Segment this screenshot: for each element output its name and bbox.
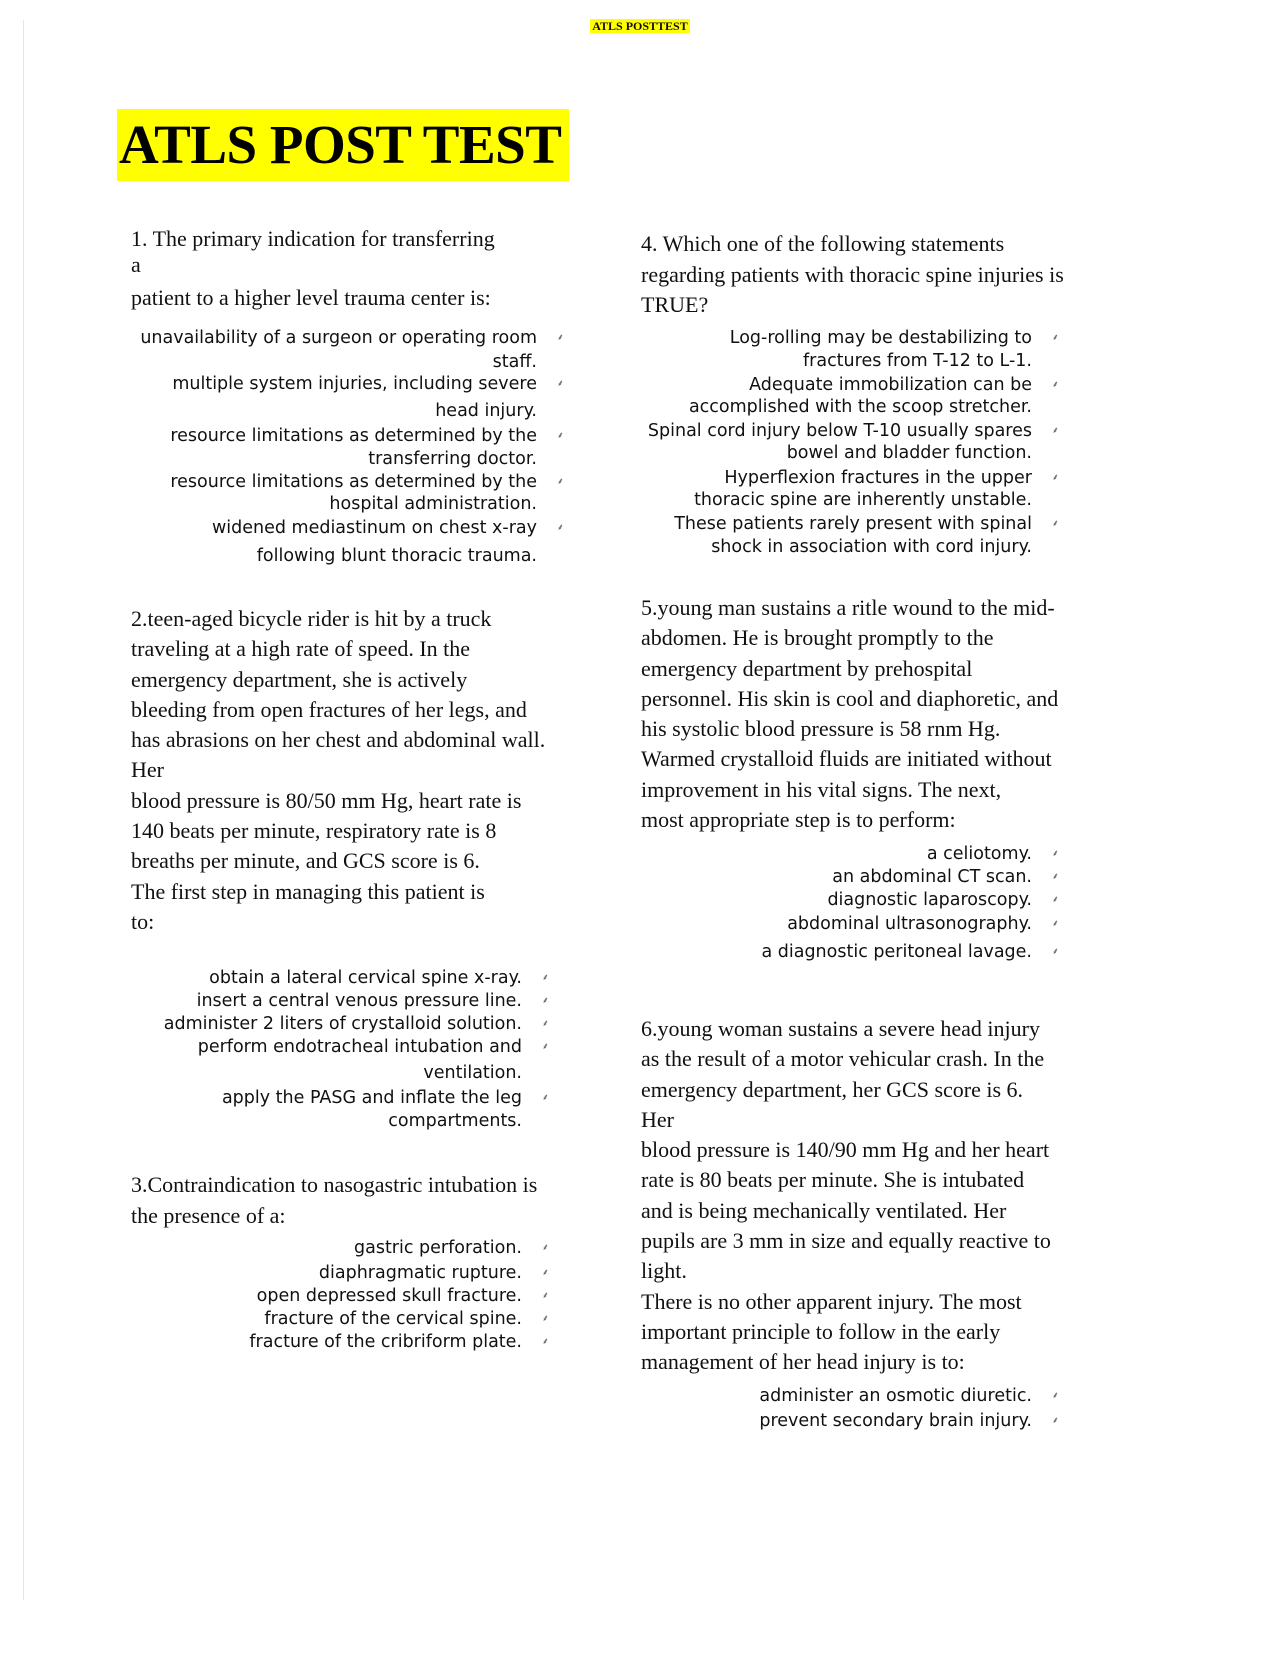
option-text: These patients rarely present with spinal	[674, 514, 1032, 534]
stem-line: management of her head injury is to:	[641, 1349, 965, 1375]
question-5-stem	[641, 593, 1058, 835]
stem-line: pupils are 3 mm in size and equally reactive to	[641, 1228, 1051, 1254]
question-2-stem	[131, 604, 545, 937]
stem-line: improvement in his vital signs. The next,	[641, 776, 1002, 802]
running-header: ATLS POSTTEST	[592, 19, 688, 33]
option-text: administer an osmotic diuretic.	[759, 1386, 1032, 1406]
answer-option[interactable]	[787, 912, 1032, 936]
option-text: an abdominal CT scan.	[832, 867, 1032, 887]
option-marker-icon: ⸙	[542, 1337, 549, 1347]
stem-line: breaths per minute, and GCS score is 6.	[131, 848, 480, 874]
stem-line: 1. The primary indication for transferring	[131, 226, 495, 251]
option-text: bowel and bladder function.	[786, 443, 1032, 463]
stem-line: emergency department, she is actively	[131, 666, 468, 692]
stem-line: blood pressure is 80/50 mm Hg, heart rate is	[131, 787, 522, 813]
answer-option[interactable]	[761, 940, 1032, 964]
option-marker-icon: ⸙	[542, 1314, 549, 1324]
option-marker-icon: ⸙	[1052, 895, 1059, 905]
stem-line: 4. Which one of the following statements	[641, 231, 1005, 256]
stem-line: The first step in managing this patient is	[131, 878, 485, 904]
answer-option[interactable]	[730, 326, 1032, 373]
answer-option[interactable]	[354, 1236, 522, 1260]
answer-option[interactable]	[927, 842, 1032, 866]
stem-line: TRUE?	[641, 292, 709, 317]
option-text: open depressed skull fracture.	[256, 1286, 522, 1306]
answer-option[interactable]	[198, 1035, 522, 1085]
stem-line: blood pressure is 140/90 mm Hg and her heart	[641, 1137, 1050, 1163]
answer-option[interactable]	[674, 512, 1032, 559]
answer-option[interactable]	[832, 865, 1032, 889]
option-marker-icon: ⸙	[542, 973, 549, 983]
answer-option[interactable]	[170, 424, 537, 471]
option-text: resource limitations as determined by the	[170, 426, 537, 446]
answer-option[interactable]	[164, 1012, 522, 1036]
option-marker-icon: ⸙	[542, 1093, 549, 1103]
option-text: abdominal ultrasonography.	[787, 914, 1032, 934]
option-text: gastric perforation.	[354, 1238, 522, 1258]
page-title: ATLS POST TEST	[117, 109, 569, 181]
option-text: insert a central venous pressure line.	[196, 991, 522, 1011]
option-marker-icon: ⸙	[557, 333, 564, 343]
answer-option[interactable]	[759, 1384, 1032, 1408]
option-text: Spinal cord injury below T-10 usually spares	[647, 421, 1032, 441]
option-marker-icon: ⸙	[1052, 947, 1059, 957]
option-marker-icon: ⸙	[1052, 872, 1059, 882]
option-text: fractures from T-12 to L-1.	[802, 351, 1032, 371]
option-text: compartments.	[388, 1111, 522, 1131]
answer-option[interactable]	[170, 470, 537, 516]
stem-line: patient to a higher level trauma center is:	[131, 285, 491, 310]
stem-line: Her	[131, 757, 164, 783]
stem-line: personnel. His skin is cool and diaphoretic, and	[641, 685, 1059, 711]
answer-option[interactable]	[648, 419, 1032, 465]
option-text: ventilation.	[423, 1063, 522, 1083]
stem-line: to:	[131, 908, 155, 934]
option-text: Log-rolling may be destabilizing to	[729, 328, 1032, 348]
option-text: accomplished with the scoop stretcher.	[688, 397, 1032, 417]
option-text: transferring doctor.	[368, 449, 537, 469]
stem-line: most appropriate step is to perform:	[641, 807, 956, 833]
stem-line: 140 beats per minute, respiratory rate is 8	[131, 818, 497, 844]
option-text: a diagnostic peritoneal lavage.	[761, 942, 1032, 962]
option-text: widened mediastinum on chest x-ray	[211, 518, 537, 538]
option-marker-icon: ⸙	[557, 523, 564, 533]
stem-line: his systolic blood pressure is 58 rnm Hg.	[641, 716, 1001, 742]
stem-line: 6.young woman sustains a severe head injury	[641, 1016, 1040, 1041]
option-marker-icon: ⸙	[557, 379, 564, 389]
stem-line: emergency department, her GCS score is 6.	[641, 1076, 1024, 1102]
option-text: head injury.	[435, 401, 537, 421]
stem-line: rate is 80 beats per minute. She is intubated	[641, 1167, 1025, 1193]
option-text: diaphragmatic rupture.	[318, 1263, 522, 1283]
stem-line: There is no other apparent injury. The most	[641, 1288, 1022, 1314]
option-text: a celiotomy.	[926, 844, 1032, 864]
answer-option[interactable]	[264, 1307, 522, 1331]
stem-line: 5.young man sustains a ritle wound to the mid-	[641, 595, 1055, 620]
answer-option[interactable]	[759, 1409, 1032, 1433]
stem-line: 2.teen-aged bicycle rider is hit by a truck	[131, 606, 492, 631]
option-marker-icon: ⸙	[1052, 1416, 1059, 1426]
option-marker-icon: ⸙	[1052, 473, 1059, 483]
answer-option[interactable]	[319, 1261, 522, 1285]
option-marker-icon: ⸙	[1052, 426, 1059, 436]
stem-line: Warmed crystalloid fluids are initiated without	[641, 746, 1052, 772]
option-text: hospital administration.	[329, 494, 537, 514]
option-marker-icon: ⸙	[557, 477, 564, 487]
option-text: fracture of the cribriform plate.	[249, 1332, 522, 1352]
stem-line: important principle to follow in the early	[641, 1318, 1001, 1344]
stem-line: a	[131, 252, 141, 277]
option-marker-icon: ⸙	[1052, 1391, 1059, 1401]
option-text: resource limitations as determined by the	[170, 472, 537, 492]
answer-option[interactable]	[197, 989, 522, 1013]
stem-line: traveling at a high rate of speed. In the	[131, 636, 471, 662]
option-text: thoracic spine are inherently unstable.	[694, 490, 1032, 510]
answer-option[interactable]	[209, 966, 522, 990]
option-text: apply the PASG and inflate the leg	[221, 1088, 522, 1108]
option-text: Adequate immobilization can be	[749, 375, 1032, 395]
stem-line: and is being mechanically ventilated. Her	[641, 1197, 1007, 1223]
stem-line: 3.Contraindication to nasogastric intubation is	[131, 1172, 538, 1197]
answer-option[interactable]	[212, 516, 537, 568]
answer-option[interactable]	[249, 1330, 522, 1354]
question-6-stem	[641, 1014, 1051, 1378]
option-text: perform endotracheal intubation and	[197, 1037, 522, 1057]
stem-line: regarding patients with thoracic spine injuries is	[641, 261, 1064, 287]
option-text: shock in association with cord injury.	[711, 537, 1032, 557]
page-left-edge	[23, 20, 24, 1600]
option-text: diagnostic laparoscopy.	[827, 890, 1032, 910]
option-marker-icon: ⸙	[542, 1042, 549, 1052]
stem-line: emergency department by prehospital	[641, 655, 973, 681]
option-marker-icon: ⸙	[1052, 333, 1059, 343]
option-text: prevent secondary brain injury.	[759, 1411, 1032, 1431]
question-1-stem	[131, 226, 495, 314]
stem-line: abdomen. He is brought promptly to the	[641, 625, 994, 651]
question-4-stem	[641, 229, 1064, 321]
option-text: following blunt thoracic trauma.	[256, 546, 537, 566]
option-marker-icon: ⸙	[1052, 380, 1059, 390]
stem-line: light.	[641, 1258, 687, 1284]
option-marker-icon: ⸙	[542, 996, 549, 1006]
stem-line: as the result of a motor vehicular crash. In the	[641, 1046, 1045, 1072]
option-marker-icon: ⸙	[542, 1243, 549, 1253]
stem-line: Her	[641, 1106, 674, 1132]
option-marker-icon: ⸙	[542, 1019, 549, 1029]
option-marker-icon: ⸙	[1052, 849, 1059, 859]
option-marker-icon: ⸙	[542, 1291, 549, 1301]
option-text: unavailability of a surgeon or operating room	[140, 328, 537, 348]
answer-option[interactable]	[257, 1284, 522, 1308]
option-text: fracture of the cervical spine.	[264, 1309, 522, 1329]
answer-option[interactable]	[694, 466, 1032, 512]
option-marker-icon: ⸙	[542, 1268, 549, 1278]
option-text: staff.	[492, 352, 537, 372]
answer-option[interactable]	[689, 373, 1032, 419]
answer-option[interactable]	[222, 1086, 522, 1133]
option-text: obtain a lateral cervical spine x-ray.	[209, 968, 522, 988]
option-marker-icon: ⸙	[1052, 519, 1059, 529]
stem-line: has abrasions on her chest and abdominal wall.	[131, 727, 546, 753]
option-marker-icon: ⸙	[1052, 919, 1059, 929]
answer-option[interactable]	[172, 372, 537, 423]
stem-line: bleeding from open fractures of her legs, and	[131, 696, 527, 722]
answer-option[interactable]	[140, 326, 537, 374]
option-text: multiple system injuries, including severe	[172, 374, 537, 394]
option-marker-icon: ⸙	[557, 431, 564, 441]
answer-option[interactable]	[827, 888, 1032, 912]
stem-line: the presence of a:	[131, 1203, 286, 1228]
question-3-stem	[131, 1169, 537, 1231]
option-text: Hyperflexion fractures in the upper	[724, 468, 1032, 488]
option-text: administer 2 liters of crystalloid solution.	[163, 1014, 522, 1034]
